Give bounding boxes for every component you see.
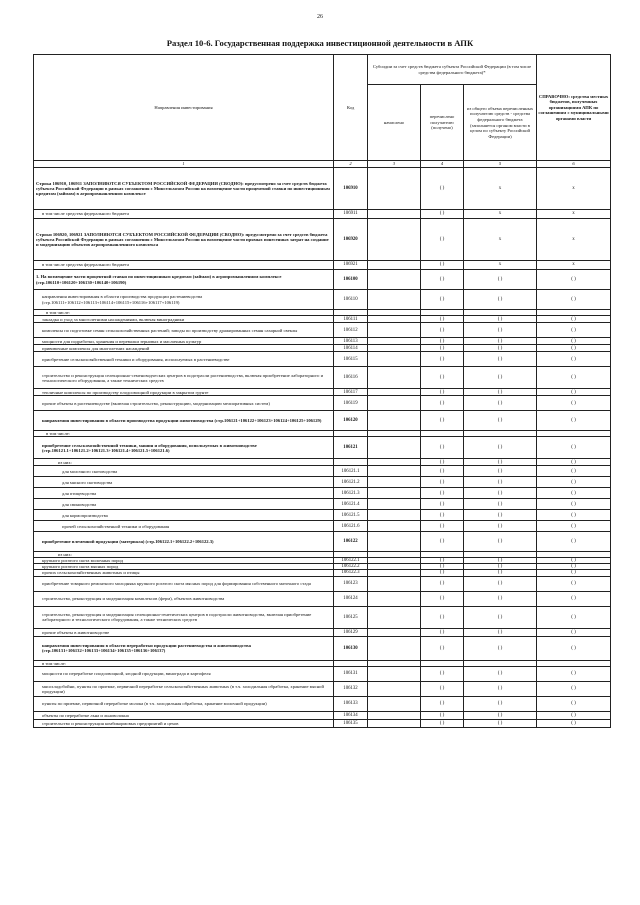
row-name: строительство и реконструкция селекционно-семеноводческих центров в подотрасли растениеводства, включая приобретение лабораторного и технологического оборудования, а также технических средств	[34, 367, 334, 389]
row-code: 106122.2	[334, 564, 368, 570]
cell-federal-share: ( )	[464, 719, 537, 727]
row-name: объекты по переработке льна и льноволокна	[34, 711, 334, 719]
cell-accrued	[368, 466, 421, 477]
row-name: прочей сельскохозяйственной техники и оборудования	[34, 521, 334, 532]
cell-received: ( )	[421, 270, 464, 290]
cell-local-reference: ( )	[537, 488, 611, 499]
table-row	[34, 411, 611, 431]
cell-received: ( )	[421, 696, 464, 711]
cell-received: ( )	[421, 499, 464, 510]
row-name: приобретение сельскохозяйственной техники, машин и оборудования, используемых в животноводстве (стр.106121.1+106121.2+106121.3+106121.4+106121.5+106121.6)	[34, 437, 334, 459]
row-code: 106124	[334, 591, 368, 606]
cell-federal-share: ( )	[464, 510, 537, 521]
cell-received: ( )	[421, 411, 464, 431]
cell-received: ( )	[421, 666, 464, 681]
row-code: 106129	[334, 628, 368, 636]
row-name: в том числе:	[34, 431, 334, 437]
cell-federal-share: ( )	[464, 316, 537, 323]
row-code: 106125	[334, 606, 368, 628]
row-name: прочие объекты в животноводстве	[34, 628, 334, 636]
table-row	[34, 532, 611, 552]
row-code: 106113	[334, 338, 368, 345]
row-name: приобретение товарного ремонтного молодняка крупного рогатого скота мясных пород для формирования собственного маточного стада	[34, 576, 334, 591]
cell-local-reference: ( )	[537, 681, 611, 696]
cell-local-reference: ( )	[537, 323, 611, 338]
cell-received: ( )	[421, 591, 464, 606]
cell-local-reference: ( )	[537, 477, 611, 488]
cell-accrued	[368, 628, 421, 636]
cell-local-reference: ( )	[537, 466, 611, 477]
cell-received: ( )	[421, 210, 464, 219]
table-row	[34, 323, 611, 338]
cell-local-reference: ( )	[537, 606, 611, 628]
row-name: в том числе:	[34, 660, 334, 666]
cell-local-reference: x	[537, 261, 611, 270]
row-code: 106130	[334, 636, 368, 660]
table-row	[34, 636, 611, 660]
row-name: комплексы по подготовке семян сельскохозяйственных растений; заводы по производству дражированных семян сахарной свеклы	[34, 323, 334, 338]
cell-received: ( )	[421, 488, 464, 499]
cell-received: ( )	[421, 338, 464, 345]
cell-local-reference: ( )	[537, 666, 611, 681]
cell-accrued	[368, 681, 421, 696]
row-name: направления инвестирования в области производства продукции животноводства (стр.106121+106122+106123+106124+106125+106129)	[34, 411, 334, 431]
cell-accrued	[368, 666, 421, 681]
cell-local-reference: ( )	[537, 316, 611, 323]
cell-federal-share: ( )	[464, 477, 537, 488]
cell-federal-share: ( )	[464, 459, 537, 466]
cell-accrued	[368, 576, 421, 591]
table-row	[34, 168, 611, 210]
table-row	[34, 499, 611, 510]
cell-received: ( )	[421, 459, 464, 466]
table-row	[34, 389, 611, 396]
cell-accrued	[368, 290, 421, 310]
row-name: Строка 106910, 106911 ЗАПОЛНЯЮТСЯ СУБЪЕКТОМ РОССИЙСКОЙ ФЕДЕРАЦИИ (СВОДНО): предусмотрено за счет средств бюджета субъекта Российской Федерации в рамках соглашения с Минсельхозом России на возмещение части процентной ставки по инвестиционным кредитам (займам) в агропромышленном комплексе	[34, 168, 334, 210]
header-reference: СПРАВОЧНО: средства местных бюджетов, полученных организациями АПК по соглашениям с муниципальными органами власти	[537, 55, 611, 161]
table-row	[34, 628, 611, 636]
cell-accrued	[368, 711, 421, 719]
cell-local-reference: ( )	[537, 352, 611, 367]
cell-local-reference: ( )	[537, 570, 611, 576]
column-number: 1	[34, 161, 334, 168]
table-row	[34, 219, 611, 261]
cell-federal-share: ( )	[464, 488, 537, 499]
cell-received: ( )	[421, 681, 464, 696]
table-row	[34, 681, 611, 696]
row-name: тепличные комплексы по производству плодоовощной продукции в закрытом грунте	[34, 389, 334, 396]
row-code: 106111	[334, 316, 368, 323]
cell-accrued	[368, 477, 421, 488]
cell-received: ( )	[421, 636, 464, 660]
row-code: 106921	[334, 261, 368, 270]
cell-federal-share: ( )	[464, 532, 537, 552]
row-code: 106121.2	[334, 477, 368, 488]
row-name: для кормопроизводства	[34, 510, 334, 521]
cell-accrued	[368, 389, 421, 396]
row-name: крупного рогатого скота молочных пород	[34, 558, 334, 564]
table-row	[34, 521, 611, 532]
row-code: 106131	[334, 666, 368, 681]
row-name: в том числе средства федерального бюджета	[34, 261, 334, 270]
cell-local-reference: x	[537, 210, 611, 219]
row-code: 106134	[334, 711, 368, 719]
row-code	[334, 459, 368, 466]
row-code: 106920	[334, 219, 368, 261]
cell-federal-share: ( )	[464, 270, 537, 290]
cell-local-reference: ( )	[537, 521, 611, 532]
cell-accrued	[368, 532, 421, 552]
row-name: строительство, реконструкция и модернизация селекционно-генетических центров в подотрасли животноводства, включая приобретение лабораторного и технологического оборудования, а также технических средств	[34, 606, 334, 628]
cell-received: ( )	[421, 352, 464, 367]
cell-received: ( )	[421, 477, 464, 488]
cell-accrued	[368, 270, 421, 290]
table-row	[34, 261, 611, 270]
table-row	[34, 367, 611, 389]
cell-accrued	[368, 338, 421, 345]
row-name: направления инвестирования в области производства продукции растениеводства (стр.106111+106112+106113+106114+106115+106116+106117+106119)	[34, 290, 334, 310]
cell-accrued	[368, 591, 421, 606]
row-code: 106100	[334, 270, 368, 290]
cell-accrued	[368, 521, 421, 532]
cell-local-reference: ( )	[537, 711, 611, 719]
column-numbers-row	[34, 161, 611, 168]
header-code: Код	[334, 55, 368, 161]
row-name: прочих сельскохозяйственных животных и птицы	[34, 570, 334, 576]
cell-local-reference: ( )	[537, 719, 611, 727]
row-code: 106114	[334, 345, 368, 352]
cell-federal-share: ( )	[464, 499, 537, 510]
header-accrued: начислено	[368, 85, 421, 161]
cell-received: ( )	[421, 316, 464, 323]
cell-local-reference: ( )	[537, 696, 611, 711]
cell-received: ( )	[421, 510, 464, 521]
column-number: 5	[464, 161, 537, 168]
cell-federal-share: ( )	[464, 636, 537, 660]
cell-local-reference: ( )	[537, 576, 611, 591]
row-code: 106121	[334, 437, 368, 459]
table-row	[34, 591, 611, 606]
row-code: 106121.5	[334, 510, 368, 521]
cell-federal-share: ( )	[464, 681, 537, 696]
cell-federal-share: ( )	[464, 558, 537, 564]
cell-received: ( )	[421, 564, 464, 570]
cell-accrued	[368, 719, 421, 727]
table-row	[34, 510, 611, 521]
cell-received: ( )	[421, 532, 464, 552]
table-row	[34, 437, 611, 459]
cell-federal-share: ( )	[464, 606, 537, 628]
cell-federal-share: ( )	[464, 711, 537, 719]
table-row	[34, 352, 611, 367]
cell-accrued	[368, 367, 421, 389]
cell-accrued	[368, 499, 421, 510]
header-received: перечислено получателю (получено)	[421, 85, 464, 161]
column-number: 2	[334, 161, 368, 168]
table-row	[34, 696, 611, 711]
cell-federal-share: ( )	[464, 411, 537, 431]
cell-accrued	[368, 606, 421, 628]
cell-federal-share: ( )	[464, 628, 537, 636]
cell-federal-share: ( )	[464, 696, 537, 711]
cell-received: ( )	[421, 606, 464, 628]
cell-accrued	[368, 437, 421, 459]
cell-received: ( )	[421, 345, 464, 352]
cell-federal-share: ( )	[464, 323, 537, 338]
cell-federal-share: ( )	[464, 437, 537, 459]
cell-accrued	[368, 261, 421, 270]
table-row	[34, 666, 611, 681]
cell-local-reference: x	[537, 219, 611, 261]
table-row	[34, 210, 611, 219]
cell-received: ( )	[421, 261, 464, 270]
cell-local-reference: ( )	[537, 564, 611, 570]
row-name: для молочного скотоводства	[34, 466, 334, 477]
cell-local-reference: ( )	[537, 499, 611, 510]
row-name: строительство и реконструкция комбикормовых предприятий и цехов	[34, 719, 334, 727]
cell-local-reference: ( )	[537, 510, 611, 521]
table-row	[34, 606, 611, 628]
cell-received: ( )	[421, 558, 464, 564]
cell-federal-share: ( )	[464, 367, 537, 389]
row-code: 106116	[334, 367, 368, 389]
cell-accrued	[368, 396, 421, 411]
row-code: 106135	[334, 719, 368, 727]
cell-federal-share: ( )	[464, 521, 537, 532]
row-code: 106122	[334, 532, 368, 552]
cell-received: ( )	[421, 396, 464, 411]
investment-support-table	[33, 54, 611, 728]
cell-local-reference: x	[537, 168, 611, 210]
cell-local-reference: ( )	[537, 459, 611, 466]
row-code: 106132	[334, 681, 368, 696]
cell-federal-share: x	[464, 261, 537, 270]
row-name: прочие объекты в растениеводстве (включая строительство, реконструкцию, модернизацию мелиоративных систем)	[34, 396, 334, 411]
cell-federal-share: x	[464, 168, 537, 210]
column-number: 3	[368, 161, 421, 168]
cell-federal-share: ( )	[464, 338, 537, 345]
cell-accrued	[368, 411, 421, 431]
row-name: закладка и уход за многолетними насаждениями, включая виноградники	[34, 316, 334, 323]
table-row	[34, 270, 611, 290]
cell-accrued	[368, 168, 421, 210]
table-row	[34, 396, 611, 411]
row-code: 106122.3	[334, 570, 368, 576]
cell-received: ( )	[421, 466, 464, 477]
row-name: мощности для подработки, хранения и перевалки зерновых и масличных культур	[34, 338, 334, 345]
column-number: 4	[421, 161, 464, 168]
cell-local-reference: ( )	[537, 345, 611, 352]
cell-federal-share: ( )	[464, 466, 537, 477]
cell-accrued	[368, 510, 421, 521]
cell-local-reference: ( )	[537, 270, 611, 290]
cell-federal-share: ( )	[464, 564, 537, 570]
row-name: для птицеводства	[34, 488, 334, 499]
cell-local-reference: ( )	[537, 367, 611, 389]
row-code: 106117	[334, 389, 368, 396]
table-row	[34, 316, 611, 323]
cell-received: ( )	[421, 389, 464, 396]
page-title: Раздел 10-6. Государственная поддержка инвестиционной деятельности в АПК	[166, 38, 474, 48]
table-row	[34, 466, 611, 477]
row-name: в том числе:	[34, 310, 334, 316]
cell-accrued	[368, 219, 421, 261]
cell-federal-share: ( )	[464, 389, 537, 396]
cell-federal-share: ( )	[464, 576, 537, 591]
row-code: 106119	[334, 396, 368, 411]
cell-accrued	[368, 210, 421, 219]
cell-accrued	[368, 459, 421, 466]
row-name: для свиноводства	[34, 499, 334, 510]
header-direction: Направления инвестирования	[34, 55, 334, 161]
table-row	[34, 576, 611, 591]
cell-received: ( )	[421, 219, 464, 261]
cell-received: ( )	[421, 628, 464, 636]
cell-accrued	[368, 316, 421, 323]
row-code: 106122.1	[334, 558, 368, 564]
cell-local-reference: ( )	[537, 389, 611, 396]
cell-federal-share: x	[464, 210, 537, 219]
table-row	[34, 711, 611, 719]
row-name: приобретение сельскохозяйственной техники и оборудования, используемых в растениеводстве	[34, 352, 334, 367]
cell-received: ( )	[421, 576, 464, 591]
cell-accrued	[368, 345, 421, 352]
cell-federal-share: ( )	[464, 290, 537, 310]
row-code: 106121.1	[334, 466, 368, 477]
cell-local-reference: ( )	[537, 411, 611, 431]
cell-accrued	[368, 636, 421, 660]
row-code: 106123	[334, 576, 368, 591]
table-row	[34, 477, 611, 488]
row-code: 106121.3	[334, 488, 368, 499]
table-row	[34, 488, 611, 499]
header-of-total: из общего объема перечисленных получателю средств - средства федерального бюджета (заполняется органом власти в целом по субъекту Российской Федерации)	[464, 85, 537, 161]
cell-local-reference: ( )	[537, 532, 611, 552]
row-name: 1. На возмещение части процентной ставки по инвестиционным кредитам (займам) в агропромышленном комплексе (стр.106110+106120+106130+106140+106190)	[34, 270, 334, 290]
header-subsidies-group: Субсидии за счет средств бюджета субъекта Российской Федерации (в том числе средства федерального бюджета)*	[368, 55, 537, 85]
row-name: мясохладобойни, пункты по приемке, первичной переработке сельскохозяйственных животных (в т.ч. холодильная обработка, хранение мясной продукции)	[34, 681, 334, 696]
cell-received: ( )	[421, 521, 464, 532]
row-code: 106133	[334, 696, 368, 711]
cell-federal-share: ( )	[464, 396, 537, 411]
row-name: Строки 106920, 106921 ЗАПОЛНЯЮТСЯ СУБЪЕКТОМ РОССИЙСКОЙ ФЕДЕРАЦИИ (СВОДНО): предусмотрено за счет средств бюджета субъекта Российской Федерации в рамках соглашения с Минсельхозом России на возмещение части прямых понесенных затрат на создание и модернизацию объектов агропромышленного комплекса	[34, 219, 334, 261]
row-name: крупного рогатого скота мясных пород	[34, 564, 334, 570]
cell-received: ( )	[421, 570, 464, 576]
cell-received: ( )	[421, 437, 464, 459]
row-code: 106121.6	[334, 521, 368, 532]
row-name: прививочные комплексы для многолетних насаждений	[34, 345, 334, 352]
cell-local-reference: ( )	[537, 396, 611, 411]
row-name: пункты по приемке, первичной переработке молока (в т.ч. холодильная обработка, хранение молочной продукции)	[34, 696, 334, 711]
cell-local-reference: ( )	[537, 558, 611, 564]
row-name: для мясного скотоводства	[34, 477, 334, 488]
row-code: 106112	[334, 323, 368, 338]
cell-received: ( )	[421, 711, 464, 719]
cell-local-reference: ( )	[537, 437, 611, 459]
table-row	[34, 459, 611, 466]
table-row	[34, 338, 611, 345]
cell-local-reference: ( )	[537, 636, 611, 660]
cell-federal-share: ( )	[464, 345, 537, 352]
cell-received: ( )	[421, 290, 464, 310]
row-code: 106120	[334, 411, 368, 431]
cell-local-reference: ( )	[537, 628, 611, 636]
cell-received: ( )	[421, 168, 464, 210]
cell-received: ( )	[421, 719, 464, 727]
cell-local-reference: ( )	[537, 290, 611, 310]
row-name: строительство, реконструкция и модернизация комплексов (ферм), объектов животноводства	[34, 591, 334, 606]
row-code: 106910	[334, 168, 368, 210]
cell-federal-share: ( )	[464, 666, 537, 681]
row-code: 106911	[334, 210, 368, 219]
table-row	[34, 290, 611, 310]
row-code: 106115	[334, 352, 368, 367]
cell-received: ( )	[421, 323, 464, 338]
cell-federal-share: x	[464, 219, 537, 261]
row-code: 106121.4	[334, 499, 368, 510]
row-name: из них:	[34, 552, 334, 558]
row-code: 106110	[334, 290, 368, 310]
cell-received: ( )	[421, 367, 464, 389]
cell-accrued	[368, 323, 421, 338]
cell-accrued	[368, 352, 421, 367]
cell-federal-share: ( )	[464, 591, 537, 606]
cell-accrued	[368, 696, 421, 711]
cell-federal-share: ( )	[464, 570, 537, 576]
cell-local-reference: ( )	[537, 338, 611, 345]
row-name: из них:	[34, 459, 334, 466]
row-name: мощности по переработке плодоовощной, ягодной продукции, винограда и картофеля	[34, 666, 334, 681]
cell-accrued	[368, 488, 421, 499]
table-row	[34, 719, 611, 727]
page-number: 26	[317, 14, 323, 20]
row-name: направления инвестирования в области переработки продукции растениеводства и животноводства (стр.106131+106132+106133+106134+106135+106136+106137)	[34, 636, 334, 660]
column-number: 6	[537, 161, 611, 168]
cell-local-reference: ( )	[537, 591, 611, 606]
cell-federal-share: ( )	[464, 352, 537, 367]
table-row	[34, 345, 611, 352]
row-name: приобретение племенной продукции (материала) (стр.106122.1+106122.2+106122.3)	[34, 532, 334, 552]
row-name: в том числе средства федерального бюджета	[34, 210, 334, 219]
